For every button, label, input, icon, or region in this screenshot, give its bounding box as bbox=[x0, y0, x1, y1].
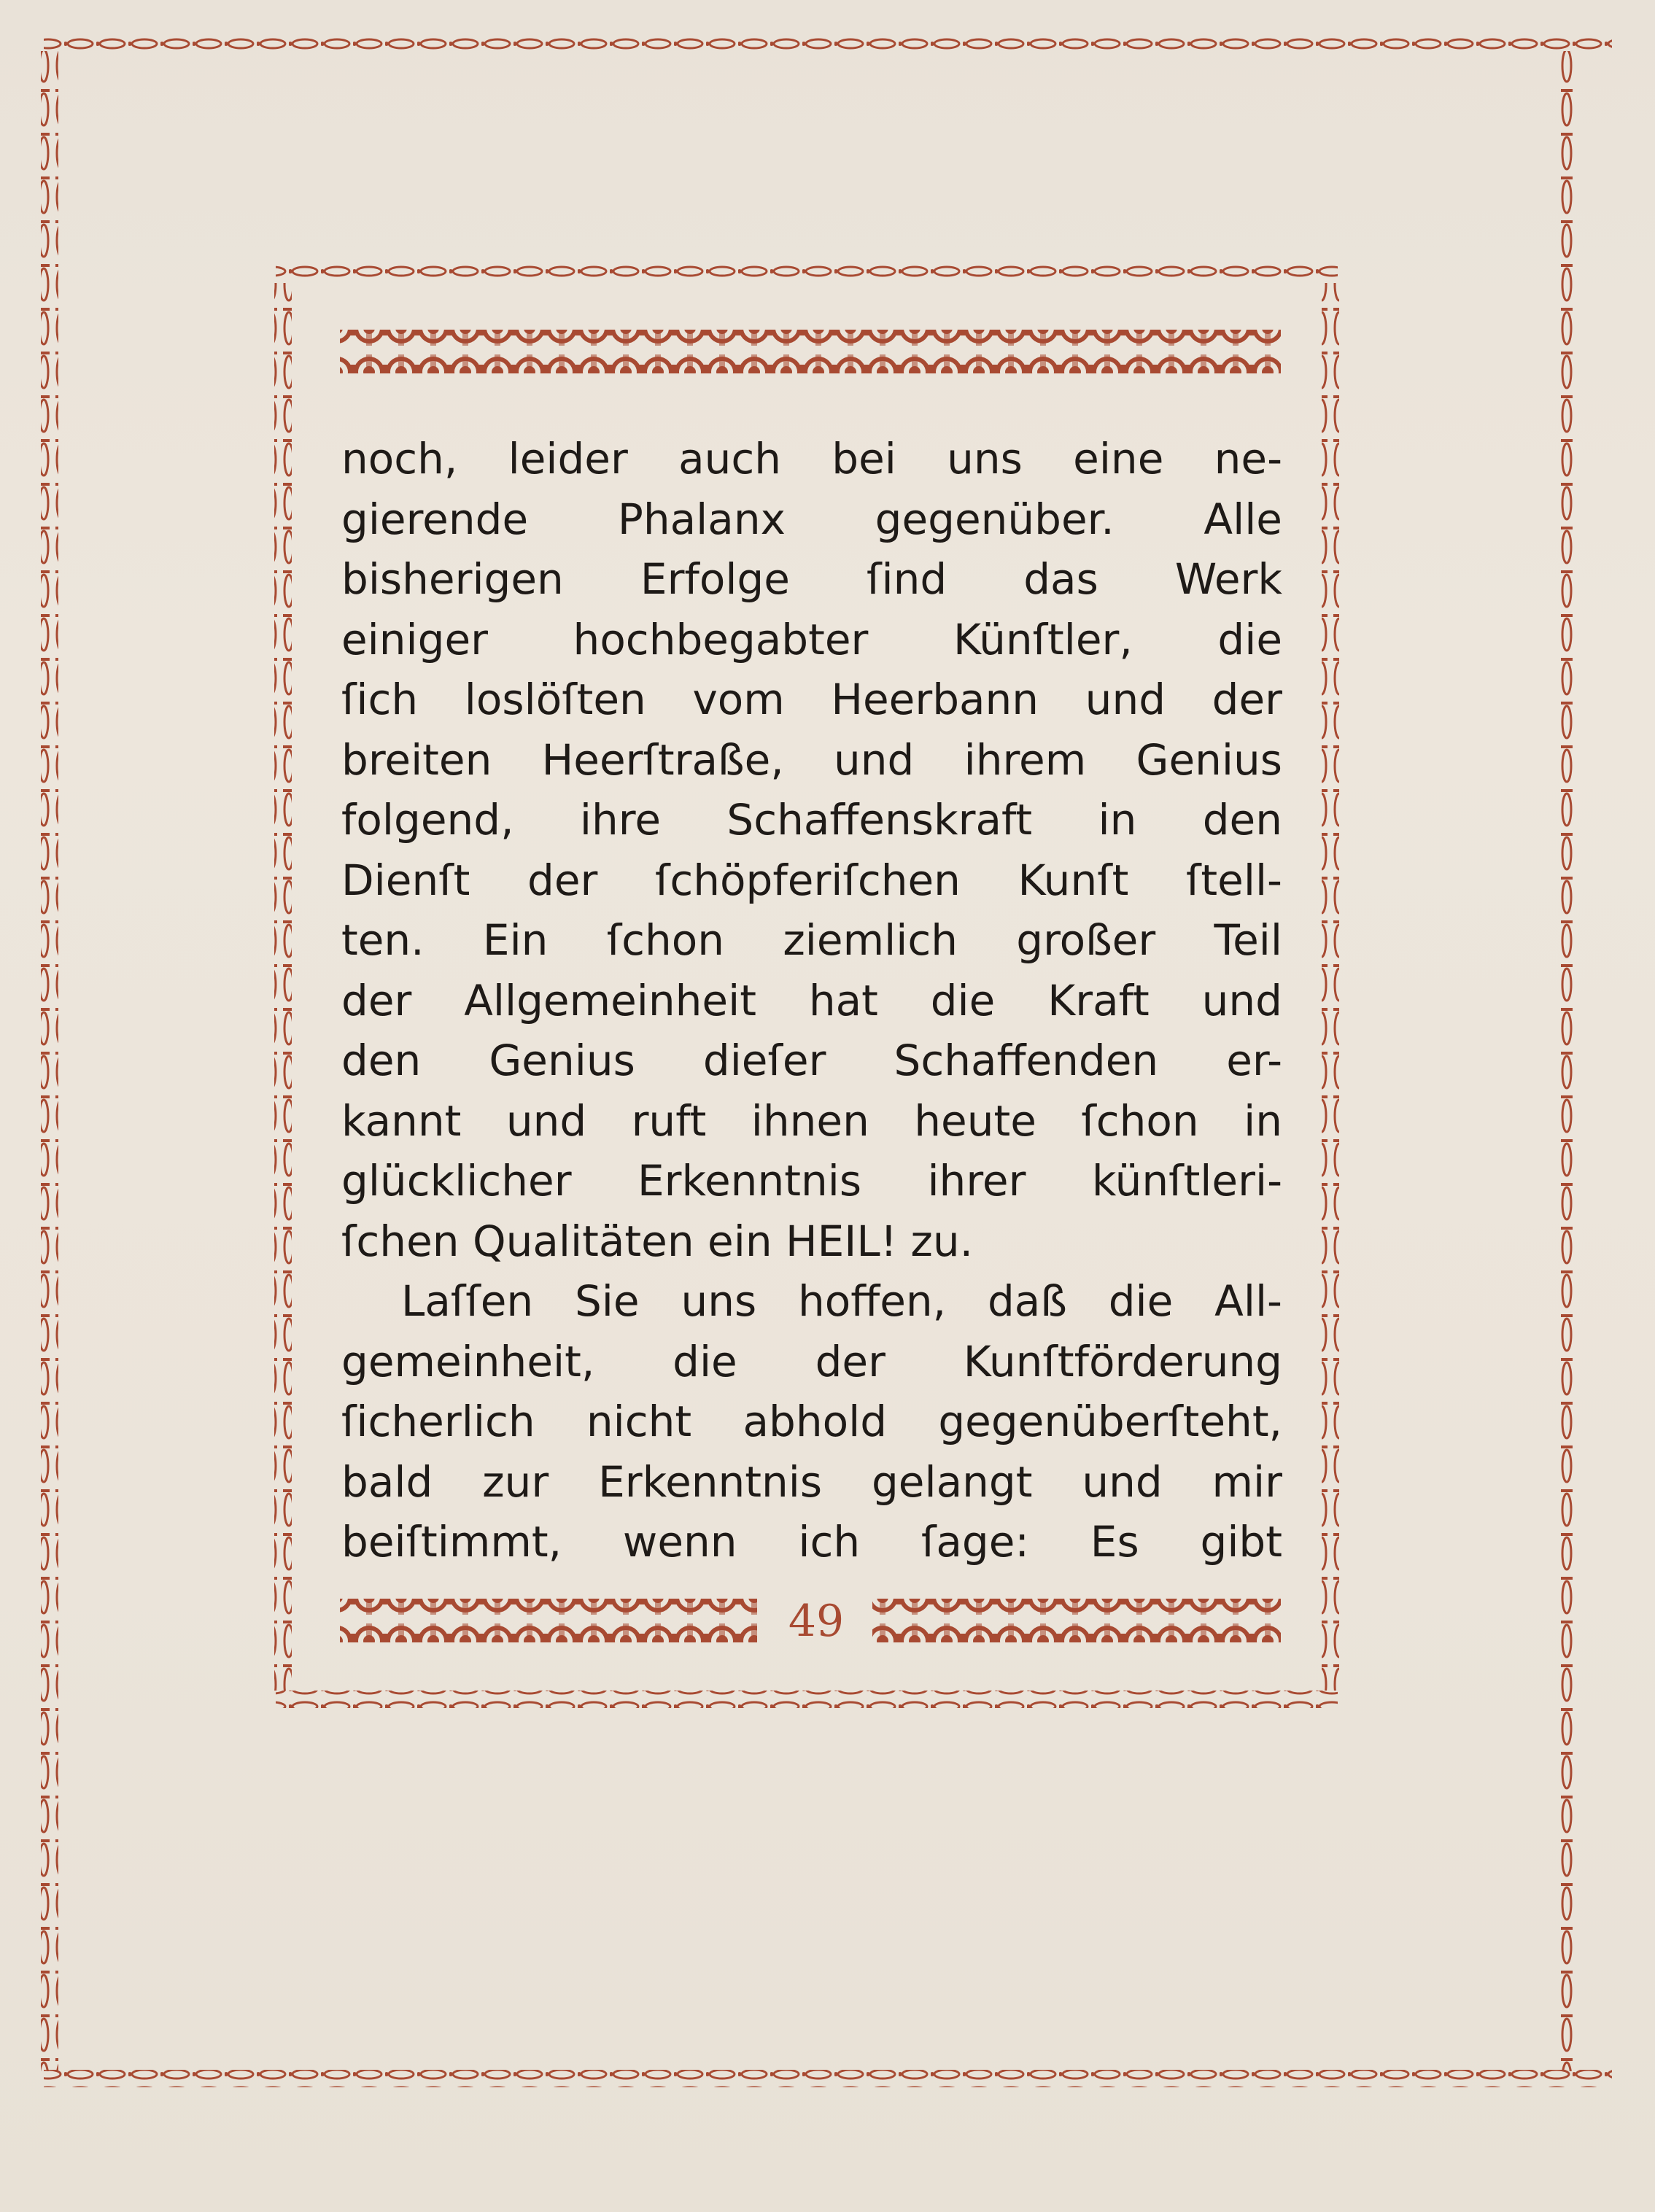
page-number: 49 bbox=[788, 1596, 845, 1647]
text-line: der Allgemeinheit hat die Kraft und bbox=[341, 975, 1282, 1025]
bottom-ornament-band-right bbox=[872, 1599, 1281, 1642]
top-ornament-band bbox=[340, 330, 1281, 373]
inner-frame-right bbox=[1322, 283, 1339, 1691]
text-line: breiten Heerſtraße, und ihrem Genius bbox=[341, 734, 1282, 785]
text-line: Dienſt der ſchöpferiſchen Kunſt ſtell- bbox=[341, 855, 1282, 905]
text-line: ſchen Qualitäten ein HEIL! zu. bbox=[341, 1216, 974, 1266]
body-text bbox=[341, 429, 1282, 1572]
text-line: gemeinheit, die der Kunſtförderung bbox=[341, 1336, 1282, 1386]
text-line: Laſſen Sie uns hoffen, daß die All- bbox=[401, 1276, 1282, 1326]
text-line: bisherigen Erfolge ſind das Werk bbox=[341, 554, 1282, 604]
text-line: einiger hochbegabter Künſtler, die bbox=[341, 614, 1282, 664]
text-line: glücklicher Erkenntnis ihrer künſtleri- bbox=[341, 1156, 1282, 1206]
outer-frame-right bbox=[1557, 51, 1574, 2071]
text-line: den Genius dieſer Schaffenden er- bbox=[341, 1036, 1282, 1085]
text-line: ſich loslöſten vom Heerbann und der bbox=[341, 675, 1282, 724]
text-line: noch, leider auch bei uns eine ne- bbox=[341, 434, 1282, 484]
outer-frame-bottom bbox=[44, 2070, 1612, 2087]
outer-frame-top bbox=[44, 35, 1612, 53]
inner-frame-top bbox=[276, 265, 1338, 283]
inner-frame-left bbox=[274, 283, 292, 1691]
outer-frame-left bbox=[41, 51, 58, 2071]
text-line: gierende Phalanx gegenüber. Alle bbox=[341, 494, 1282, 544]
text-line: bald zur Erkenntnis gelangt und mir bbox=[341, 1456, 1282, 1507]
text-line: kannt und ruft ihnen heute ſchon in bbox=[341, 1095, 1282, 1146]
inner-frame-bottom bbox=[276, 1691, 1338, 1708]
text-line: ten. Ein ſchon ziemlich großer Teil bbox=[341, 915, 1282, 965]
text-line: ſicherlich nicht abhold gegenüberſteht, bbox=[341, 1397, 1282, 1446]
text-line: folgend, ihre Schaffenskraft in den bbox=[341, 795, 1282, 845]
text-line: beiſtimmt, wenn ich ſage: Es gibt bbox=[341, 1517, 1282, 1567]
bottom-ornament-band-left bbox=[340, 1599, 757, 1642]
